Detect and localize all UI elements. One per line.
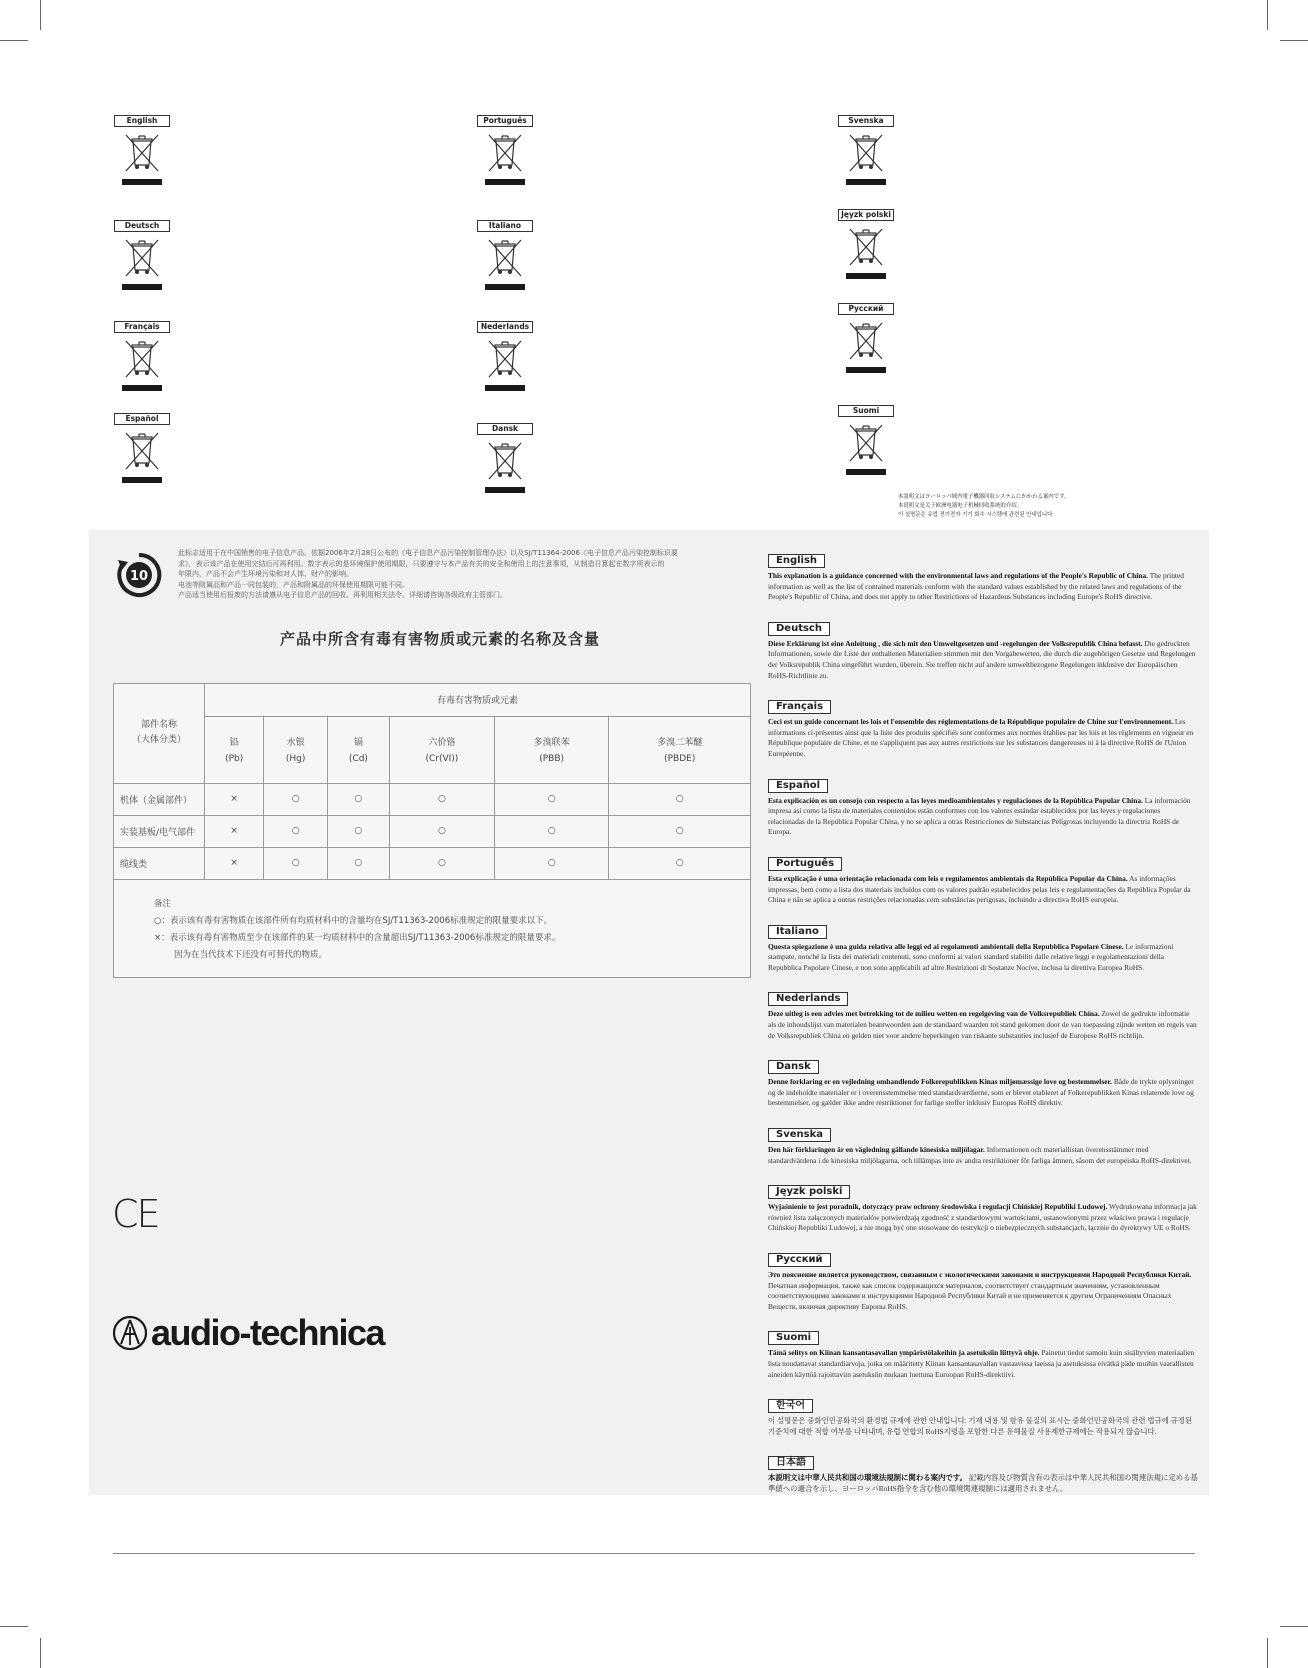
weee-block-svenska (838, 115, 894, 187)
language-explanations (768, 548, 1198, 1508)
epup-10-logo-icon (116, 552, 162, 598)
column-header: 多溴联苯 (PBB) (494, 716, 609, 783)
value-cell: × (205, 783, 264, 815)
value-cell: ○ (609, 815, 750, 847)
crop-mark (0, 1626, 28, 1627)
weee-label: Español (114, 413, 170, 425)
crossed-bin-icon (120, 129, 164, 187)
lang-block-espanol: Español Esta explicación es un consejo con respecto a las leyes medioambientales y regulaciones de la República Popular China. La información impresa así como la lista de materiales contenidos están conformes con los valores estándar establecidos por las leyes y regulaciones relacionadas de la República Popular China, y no se aplica a otras Restricciones de Substancias Peligrosas incluyendo la directriz RoHS de Europa. (768, 779, 1191, 837)
hazardous-substance-table-box (113, 683, 751, 978)
weee-block-espanol (114, 413, 170, 485)
weee-label: Italiano (477, 220, 533, 232)
weee-label: Svenska (838, 115, 894, 127)
lang-block-nederlands: Nederlands Deze uitleg is een advies met betrekking tot de milieu wetten en regelgeving van de Volksrepubliek China. Zowel de gedrukte informatie als de inhoudslijst van materialen beantwoorden aan de standaard waarden tot stand gekomen door de van toepassing zijnde wetten en regels van de Volksrepubliek China en gelden niet voor andere beperkingen van riskante substanties inclusief de Europese RoHS richtlijn. (768, 993, 1197, 1040)
crossed-bin-icon (844, 223, 888, 281)
lang-badge: Jęyzk polski (768, 1185, 850, 1199)
intro-line: 产品适当使用后报废的方法请遵从电子信息产品的回收、再利用相关法令。详细请咨询各级政府主管部门。 (178, 591, 507, 599)
value-cell: ○ (494, 783, 609, 815)
crossed-bin-icon (844, 129, 888, 187)
lang-block-deutsch: Deutsch Diese Erklärung ist eine Anleitung , die sich mit den Umweltgesetzen und -regelungen der Volksrepublik China befasst. Die gedruckten Informationen, sowie die Liste der enthaltenen Materialien stimmen mit den Vorgabewerten, die durch die zugehörigen Gesetze und Regelungen der Volksrepublik China eingeführt wurden, überein. Sie treffen nicht auf andere umweltbezogene Regelungen inklusive der Europäischen RoHS-Richtlinie zu. (768, 622, 1196, 680)
value-cell: ○ (264, 815, 328, 847)
hazardous-substance-table (114, 684, 750, 880)
value-cell: ○ (327, 815, 389, 847)
ce-mark-icon: CE (112, 1192, 159, 1236)
lang-badge: Dansk (768, 1060, 819, 1074)
note-cross-continued: 因为在当代技术下还没有可替代的物质。 (174, 950, 328, 960)
lang-block-francais: Français Ceci est un guide concernant les lois et l'ensemble des réglementations de la République populaire de Chine sur l'environnement. Les informations ci-présentes ainsi que la liste des produits spécifiés sont conformes aux normes établies par les lois et les règlements en vigueur en République populaire de Chine, et ne s'appliquent pas aux autres restrictions sur les substances dangereuses ni à la directive RoHS de l'Union Européenne. (768, 701, 1194, 758)
bottom-divider (113, 1553, 1195, 1554)
weee-block-russian (838, 303, 894, 375)
part-header-cell (114, 684, 205, 783)
part-cell: 机体（金属部件） (114, 783, 205, 815)
part-header: 部件名称 (140, 720, 177, 731)
crossed-bin-icon (483, 437, 527, 495)
audio-technica-logo (112, 1312, 384, 1354)
lang-block-svenska: Svenska Den här förklaringen är en vägledning gällande kinesiska miljölagar. Informationen och materiallistan överensstämmer med standardvärdena i de kinesiska miljölagarna, och tillämpas inte av andra restriktioner för farliga ämnen, såsom det europeiska RoHS-direktivet. (768, 1129, 1192, 1165)
lang-block-polski: Jęyzk polski Wyjaśnienie to jest poradnik, dotyczący praw ochrony środowiska i regulacji Chińskiej Republiki Ludowej. Wydrukowana informacja jak również lista załączonych materiałów potwierdzają zgodność z standardowymi wartościami, ustanowionymi przez właściwe prawa i regulacje Chińskiej Republiki Ludowej, a nie mogą być one stosowane do restrykcji o niebezpiecznych substancjach, łącznie do dyrektywy UE o RoHS. (768, 1186, 1197, 1233)
column-header: 六价铬 (Cr(VI)) (389, 716, 494, 783)
lang-block-dansk: Dansk Denne forklaring er en vejledning omhandlende Folkerepublikken Kinas miljømæssige love og bestemmelser. Både de trykte oplysninger og de indeholdte materialer er i overensstemmelse med standardværdierne, som er blevet etableret af Folkerepublikken Kinas relaterede love og bestemmelser, og gælder ikke andre restriktioner for farlige stoffer inklusiv Europas RoHS direktiv. (768, 1061, 1194, 1108)
value-cell: ○ (389, 815, 494, 847)
weee-label: Jęyzk polski (838, 209, 894, 221)
lang-badge: Nederlands (768, 992, 848, 1006)
note-line-ja: 本説明文はヨーロッパ域内電子機器回収システムにかかわる案内です。 (898, 494, 1070, 500)
intro-line: 年限内，产品不会产生环境污染和对人体、财产的影响。 (178, 570, 353, 578)
column-header: 多溴二苯醚 (PBDE) (609, 716, 750, 783)
table-notes (154, 896, 560, 964)
value-cell: ○ (389, 847, 494, 879)
epup-number: 10 (129, 569, 149, 584)
table-row (114, 847, 750, 879)
lang-badge: Svenska (768, 1128, 831, 1142)
note-line-ko: 이 설명문은 유럽 전기전자 기기 회수 시스템에 관련된 안내입니다 (898, 512, 1053, 518)
lang-block-portugues: Português Esta explicação é uma orientação relacionada com leis e regulamentos ambientais da República Popular da China. As informações impressas, bem como a lista dos materiais incluídos com os valores padrão estabelecidos pelas leis e regulamentações da República Popular da China e não se aplica a outras restrições relacionadas com substâncias perigosas, incluindo a directiva RoHS europeia. (768, 857, 1191, 905)
crossed-bin-icon (483, 129, 527, 187)
weee-block-nederlands (477, 321, 533, 393)
lang-badge: Español (768, 779, 828, 793)
intro-line: 此标志适用于在中国销售的电子信息产品。依据2006年2月28日公布的《电子信息产品污染控制管理办法》以及SJ/T11364-2006《电子信息产品污染控制标识要 (178, 549, 678, 557)
value-cell: ○ (264, 847, 328, 879)
crossed-bin-icon (120, 427, 164, 485)
weee-label: Português (477, 115, 533, 127)
intro-line: 电池等附属品和产品一同包装的，产品和附属品的环保使用期限可能不同。 (178, 580, 409, 589)
weee-label: Français (114, 321, 170, 333)
weee-label: Dansk (477, 423, 533, 435)
value-cell: ○ (327, 783, 389, 815)
crop-mark (1280, 40, 1308, 41)
china-rohs-intro (178, 548, 748, 601)
table-row (114, 815, 750, 847)
lang-badge: 한국어 (768, 1399, 813, 1413)
lang-block-korean: 한국어 이 설명문은 중화인민공화국의 환경법 규제에 관한 안내입니다. 기재 내용 및 함유 물질의 표시는 중화인민공화국의 관련 법규에 규정된 기준치에 대한 적합 여부를 나타내며, 유럽 연합의 RoHS지령을 포함한 다른 유해물질 사용제한규제에는 적용되지 않습니다. (768, 1400, 1193, 1436)
weee-block-polski (838, 209, 894, 281)
weee-block-deutsch (114, 220, 170, 292)
crossed-bin-icon (120, 335, 164, 393)
part-cell: 实装基板/电气部件 (114, 815, 205, 847)
value-cell: ○ (264, 783, 328, 815)
column-header: 镉 (Cd) (327, 716, 389, 783)
value-cell: × (205, 815, 264, 847)
crop-mark (40, 0, 41, 30)
part-header-sub: （大体分类） (131, 735, 186, 746)
value-cell: ○ (609, 847, 750, 879)
column-header: 铅 (Pb) (205, 716, 264, 783)
crossed-bin-icon (844, 419, 888, 477)
weee-label: Русский (838, 303, 894, 315)
lang-badge: Italiano (768, 925, 827, 939)
crop-mark (40, 1638, 41, 1668)
brand-wordmark: audio-technica (151, 1312, 385, 1353)
lang-block-italiano: Italiano Questa spiegazione è una guida relativa alle leggi ed ai regolamenti ambientali della Repubblica Popolare Cinese. Le informazioni stampate, nonché la lista dei materiali contenuti, sono conformi ai valori standard stabiliti dalle relative leggi e regolamentazioni della Repubblica Popolare Cinese, e non sono applicabili ad altre Restrizioni di Sostanze Nocive, inclusa la direttiva Europea RoHS. (768, 925, 1174, 972)
crop-mark (1267, 0, 1268, 30)
hazardous-table-title: 产品中所含有毒有害物质或元素的名称及含量 (279, 630, 600, 648)
weee-block-english (114, 115, 170, 187)
value-cell: ○ (609, 783, 750, 815)
weee-block-suomi (838, 405, 894, 477)
note-circle: ○：表示该有毒有害物质在该部件所有均质材料中的含量均在SJ/T11363-2006标准规定的限量要求以下。 (154, 916, 553, 926)
crop-mark (1267, 1638, 1268, 1668)
weee-label: English (114, 115, 170, 127)
note-line-zh: 本说明文是关于欧洲电器电子机械回收系统的介绍。 (898, 503, 1022, 509)
crossed-bin-icon (844, 317, 888, 375)
lang-badge: Suomi (768, 1331, 819, 1345)
table-row (114, 783, 750, 815)
weee-block-dansk (477, 423, 533, 495)
audio-technica-emblem-icon (112, 1315, 148, 1351)
lang-badge: Português (768, 857, 842, 871)
lang-badge: Français (768, 700, 831, 714)
lang-block-japanese: 日本語 本説明文は中華人民共和国の環境法規制に関わる案内です。 記載内容及び物質含有の表示は中華人民共和国の関連法規に定める基準値への適合を示し、ヨーロッパRoHS指令を含む他の環境関連規制には適用されません。 (768, 1457, 1198, 1493)
crossed-bin-icon (120, 234, 164, 292)
weee-block-italiano (477, 220, 533, 292)
crop-mark (0, 40, 28, 41)
column-header: 水银 (Hg) (264, 716, 328, 783)
notes-heading: 备注 (154, 899, 172, 909)
weee-asia-note (898, 493, 1069, 520)
lang-badge: Deutsch (768, 622, 830, 636)
lang-badge: Русский (768, 1253, 831, 1267)
weee-label: Nederlands (477, 321, 533, 333)
value-cell: ○ (494, 815, 609, 847)
intro-line: 求》，表示该产品在使用完结后可再利用。数字表示的是环境保护使用期限，只要遵守与本产品有关的安全和使用上的注意事项，从制造日算起在数字所表示的 (178, 559, 665, 568)
lang-badge: English (768, 554, 825, 568)
lang-badge: 日本語 (768, 1456, 814, 1470)
lang-block-english: English This explanation is a guidance concerned with the environmental laws and regulations of the People's Republic of China. The printed information as well as the list of contained materials conform with the standard values established by the related laws and regulations of the People's Republic of China, and does not apply to other Restrictions of Hazardous Substances including Europe's RoHS directive. (768, 555, 1184, 602)
crossed-bin-icon (483, 335, 527, 393)
part-cell: 缆线类 (114, 847, 205, 879)
weee-label: Suomi (838, 405, 894, 417)
crop-mark (1280, 1626, 1308, 1627)
group-header: 有毒有害物质或元素 (205, 684, 751, 716)
value-cell: ○ (327, 847, 389, 879)
weee-label: Deutsch (114, 220, 170, 232)
crossed-bin-icon (483, 234, 527, 292)
weee-block-francais (114, 321, 170, 393)
value-cell: ○ (389, 783, 494, 815)
note-cross: ×：表示该有毒有害物质至少在该部件的某一均质材料中的含量超出SJ/T11363-2006标准规定的限量要求。 (154, 933, 561, 943)
weee-block-portugues (477, 115, 533, 187)
lang-block-russian: Русский Это пояснение является руководством, связанным с экологическими законами и инструкциями Народной Республики Китай. Печатная информация, также как список содержащихся материалов, соответствует стандартным значениям, установленным соответствующими законами и инструкциями Народной Республики Китай и не применяется к другим Ограничениям Опасных Веществ, включая директиву Европы RoHS. (768, 1254, 1192, 1311)
value-cell: ○ (494, 847, 609, 879)
lang-block-suomi: Suomi Tämä selitys on Kiinan kansantasavallan ympäristölakeihin ja asetuksiin liittyvä ohje. Painetut tiedot samoin kuin sisältyvien materiaalien lista noudattavat standardiarvoja, jotka on määritetty Kiinan kansantasavallan vastaavissa laeissa ja asetuksissa eivätkä päde muihin vaarallisten aineiden käyttöä rajoittaviin asetuksiin mukaan luettuna Euroopan RoHS-direktiivi. (768, 1332, 1195, 1379)
value-cell: × (205, 847, 264, 879)
